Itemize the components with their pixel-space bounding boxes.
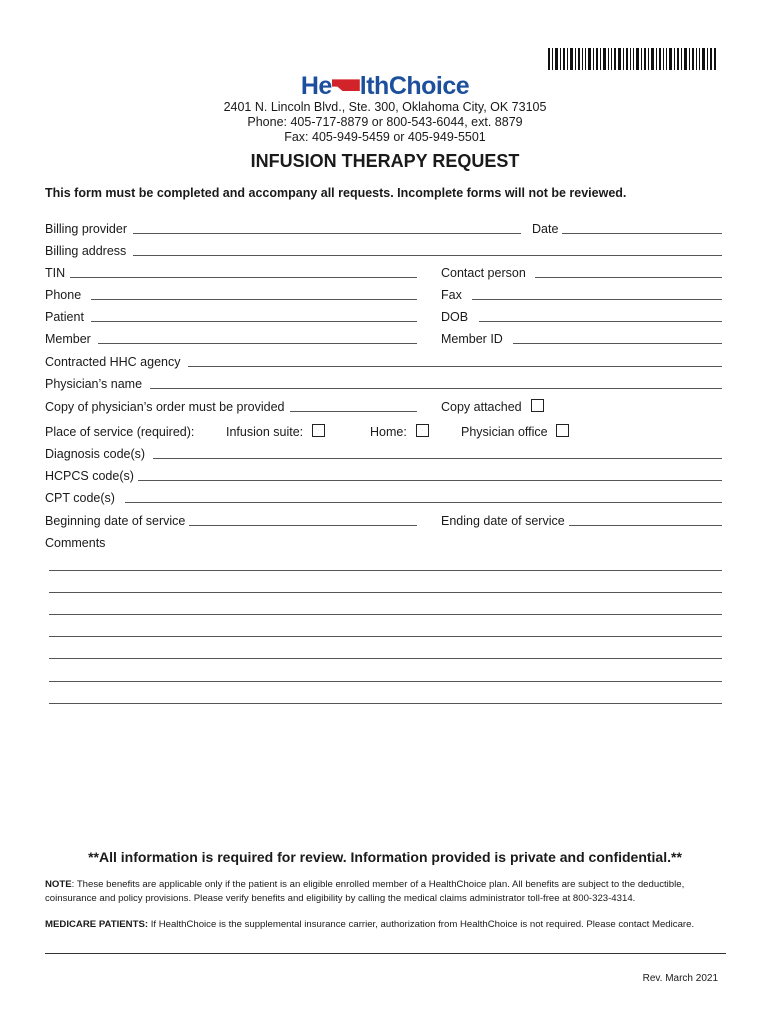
comments-line[interactable] — [49, 703, 722, 704]
comments-label: Comments — [45, 536, 106, 550]
beginning-date-label: Beginning date of service — [45, 514, 186, 528]
copy-attached-checkbox[interactable] — [531, 399, 544, 412]
billing-address-input[interactable] — [133, 255, 722, 256]
comments-line[interactable] — [49, 636, 722, 637]
comments-line[interactable] — [49, 592, 722, 593]
contact-person-label: Contact person — [441, 266, 526, 280]
billing-address-label: Billing address — [45, 244, 127, 258]
comments-line[interactable] — [49, 570, 722, 571]
member-input[interactable] — [98, 343, 417, 344]
patient-label: Patient — [45, 310, 84, 324]
infusion-suite-label: Infusion suite: — [226, 425, 304, 439]
logo-text-end: lthChoice — [359, 72, 470, 100]
medicare-note — [45, 918, 735, 932]
cpt-codes-input[interactable] — [125, 502, 722, 503]
note-text: : These benefits are applicable only if the patient is an eligible enrolled member of a HealthChoice plan. All benefits are subject to the deductible, coinsurance and policy provisions. Please verify benefits and eligibility by calling the medical claims administrator toll-free at 800-323-4314. — [45, 879, 685, 904]
physician-order-input[interactable] — [290, 411, 417, 412]
member-id-input[interactable] — [513, 343, 722, 344]
home-label: Home: — [370, 425, 407, 439]
oklahoma-shape-icon — [332, 79, 360, 91]
member-id-label: Member ID — [441, 332, 503, 346]
revision-date: Rev. March 2021 — [642, 973, 718, 984]
billing-provider-label: Billing provider — [45, 222, 127, 236]
medicare-label: MEDICARE PATIENTS: — [45, 919, 149, 930]
physician-order-label: Copy of physician’s order must be provided — [45, 400, 285, 414]
medicare-text: If HealthChoice is the supplemental insurance carrier, authorization from HealthChoice is not required. Please contact Medicare. — [148, 919, 695, 930]
footer-divider — [45, 953, 726, 954]
form-instructions: This form must be completed and accompany all requests. Incomplete forms will not be reviewed. — [45, 186, 627, 200]
billing-provider-input[interactable] — [133, 233, 521, 234]
cpt-codes-label: CPT code(s) — [45, 491, 115, 505]
healthchoice-logo — [0, 72, 770, 100]
ending-date-label: Ending date of service — [441, 514, 565, 528]
logo-text-start: He — [300, 72, 332, 100]
infusion-suite-checkbox[interactable] — [312, 424, 325, 437]
copy-attached-label: Copy attached — [441, 400, 522, 414]
comments-line[interactable] — [49, 614, 722, 615]
date-label: Date — [532, 222, 559, 236]
physician-office-label: Physician office — [461, 425, 548, 439]
dob-input[interactable] — [479, 321, 722, 322]
phone-label: Phone — [45, 288, 82, 302]
beginning-date-input[interactable] — [189, 525, 417, 526]
dob-label: DOB — [441, 310, 469, 324]
contracted-agency-label: Contracted HHC agency — [45, 355, 181, 369]
note-label: NOTE — [45, 879, 72, 890]
comments-line[interactable] — [49, 658, 722, 659]
physician-name-input[interactable] — [150, 388, 722, 389]
address-line: 2401 N. Lincoln Blvd., Ste. 300, Oklahoma City, OK 73105 — [223, 100, 547, 114]
physician-name-label: Physician’s name — [45, 377, 143, 391]
place-of-service-label: Place of service (required): — [45, 425, 195, 439]
ending-date-input[interactable] — [569, 525, 722, 526]
fax-line: Fax: 405-949-5459 or 405-949-5501 — [284, 130, 486, 144]
fax-input[interactable] — [472, 299, 722, 300]
hcpcs-codes-input[interactable] — [138, 480, 722, 481]
benefits-note — [45, 878, 735, 906]
home-checkbox[interactable] — [416, 424, 429, 437]
barcode-image — [548, 48, 716, 70]
form-title: INFUSION THERAPY REQUEST — [250, 151, 520, 171]
contact-person-input[interactable] — [535, 277, 722, 278]
tin-label: TIN — [45, 266, 66, 280]
physician-office-checkbox[interactable] — [556, 424, 569, 437]
phone-input[interactable] — [91, 299, 417, 300]
hcpcs-codes-label: HCPCS code(s) — [45, 469, 134, 483]
diagnosis-codes-label: Diagnosis code(s) — [45, 447, 146, 461]
privacy-notice: **All information is required for review. Information provided is private and confidential.** — [88, 849, 682, 865]
fax-label: Fax — [441, 288, 462, 302]
patient-input[interactable] — [91, 321, 417, 322]
date-input[interactable] — [562, 233, 722, 234]
tin-input[interactable] — [70, 277, 417, 278]
comments-line[interactable] — [49, 681, 722, 682]
phone-line: Phone: 405-717-8879 or 800-543-6044, ext. 8879 — [247, 115, 523, 129]
contracted-agency-input[interactable] — [188, 366, 722, 367]
member-label: Member — [45, 332, 91, 346]
diagnosis-codes-input[interactable] — [153, 458, 722, 459]
